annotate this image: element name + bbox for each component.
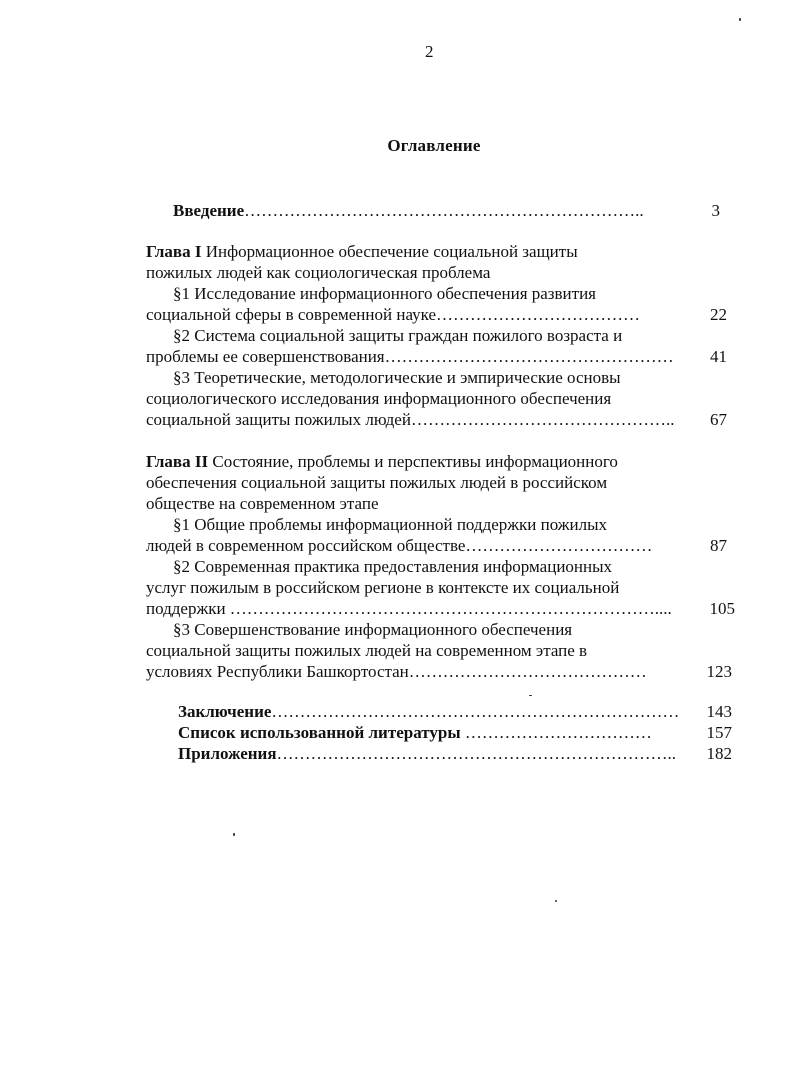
chapter1-title-line1: Информационное обеспечение социальной защиты xyxy=(205,242,578,261)
chapter1-heading xyxy=(146,241,578,262)
ch2-sec1-line2: людей в современном российском обществе…………………………… xyxy=(146,536,653,555)
ch1-sec2-page: 41 xyxy=(710,347,727,366)
page-number: 2 xyxy=(425,42,434,61)
ch1-sec1-line1: §1 Исследование информационного обеспечения развития xyxy=(173,284,596,303)
ch2-sec2-line2: услуг пожилым в российском регионе в контексте их социальной xyxy=(146,578,620,597)
appendices-leader: …………………………………………………………….. xyxy=(276,744,677,763)
ch2-sec1-line1: §1 Общие проблемы информационной поддержки пожилых xyxy=(173,515,608,534)
bibliography-leader: …………………………… xyxy=(460,723,652,742)
chapter2-title-line3: обществе на современном этапе xyxy=(146,494,379,513)
ch1-sec1-line2: социальной сферы в современной науке……………………………… xyxy=(146,305,641,324)
ch2-sec2-line1: §2 Современная практика предоставления информационных xyxy=(173,557,613,576)
ch1-sec3-line1: §3 Теоретические, методологические и эмпирические основы xyxy=(173,368,621,387)
toc-entry-bibliography xyxy=(178,722,652,743)
chapter1-title-line2: пожилых людей как социологическая проблема xyxy=(146,263,491,282)
intro-leader: …………………………………………………………….. xyxy=(244,201,644,220)
ch2-sec3-line2: социальной защиты пожилых людей на современном этапе в xyxy=(146,641,588,660)
ch2-sec2-line3: поддержки ………………………………………………………………….... xyxy=(146,599,672,618)
toc-entry-appendices xyxy=(178,743,676,764)
scan-speck xyxy=(233,833,235,836)
conclusion-page: 143 xyxy=(706,702,732,721)
chapter2-title-line2: обеспечения социальной защиты пожилых людей в российском xyxy=(146,473,608,492)
appendices-label: Приложения xyxy=(178,744,277,763)
ch2-sec2-page: 105 xyxy=(709,599,735,618)
ch1-sec1-page: 22 xyxy=(710,305,727,324)
chapter2-label: Глава II xyxy=(146,452,209,471)
ch2-sec3-line1: §3 Совершенствование информационного обеспечения xyxy=(173,620,573,639)
ch1-sec3-page: 67 xyxy=(710,410,727,429)
scan-speck xyxy=(739,18,741,21)
intro-page: 3 xyxy=(711,201,720,220)
chapter2-title-line1: Состояние, проблемы и перспективы информационного xyxy=(212,452,618,471)
ch2-sec1-page: 87 xyxy=(710,536,727,555)
ch1-sec2-line1: §2 Система социальной защиты граждан пожилого возраста и xyxy=(173,326,623,345)
conclusion-label: Заключение xyxy=(178,702,272,721)
ch1-sec2-line2: проблемы ее совершенствования…………………………………………… xyxy=(146,347,674,366)
toc-entry-conclusion xyxy=(178,701,679,722)
intro-label: Введение xyxy=(173,201,245,220)
scan-speck xyxy=(529,695,532,696)
chapter2-heading xyxy=(146,451,618,472)
toc-entry-intro xyxy=(173,200,644,221)
toc-title: Оглавление xyxy=(387,136,481,155)
ch1-sec3-line2: социологического исследования информационного обеспечения xyxy=(146,389,612,408)
ch2-sec3-line3: условиях Республики Башкортостан…………………………………… xyxy=(146,662,647,681)
bibliography-page: 157 xyxy=(706,723,732,742)
ch1-sec3-line3: социальной защиты пожилых людей……………………………………….. xyxy=(146,410,675,429)
bibliography-label: Список использованной литературы xyxy=(178,723,461,742)
appendices-page: 182 xyxy=(706,744,732,763)
conclusion-leader: ……………………………………………………………… xyxy=(271,702,680,721)
ch2-sec3-page: 123 xyxy=(706,662,732,681)
scan-speck xyxy=(555,900,557,902)
chapter1-label: Глава I xyxy=(146,242,202,261)
